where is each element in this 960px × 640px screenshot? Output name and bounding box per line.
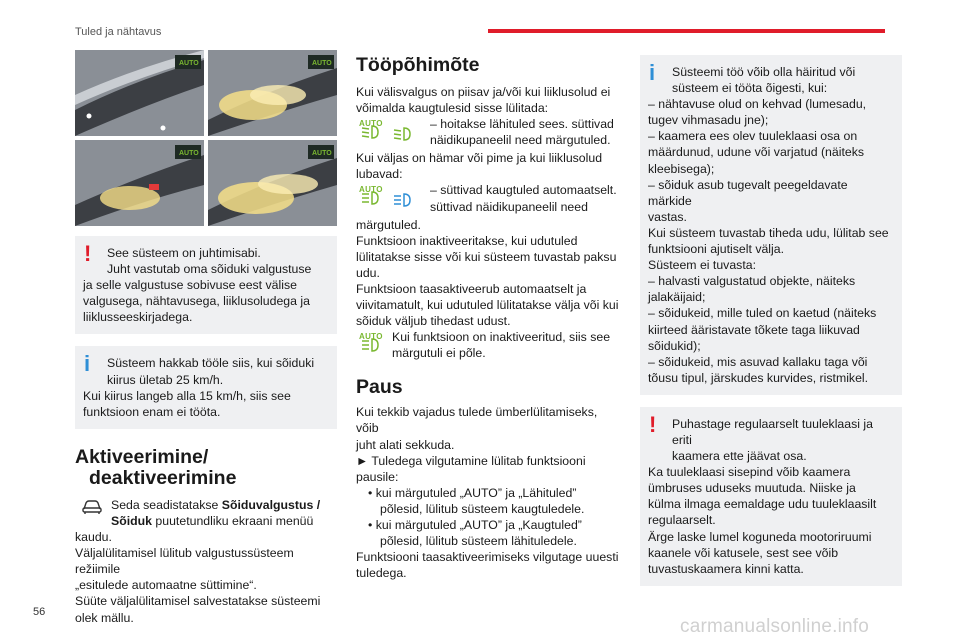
header-accent-bar (488, 29, 885, 33)
illustration-high-beam-clear (208, 140, 337, 226)
svg-text:AUTO: AUTO (179, 60, 199, 67)
low-beam-icon (389, 124, 419, 146)
car-settings-icon (75, 497, 111, 519)
info-icon: i (84, 351, 91, 377)
high-beam-icon (389, 190, 419, 212)
info-icon: i (649, 60, 656, 85)
illustration-grid (75, 50, 337, 226)
list-item: • kui märgutuled „AUTO” ja „Kaugtuled” (368, 517, 582, 532)
illustration-low-beam-oncoming (75, 50, 204, 136)
warning-note-cleaning: ! Puhastage regulaarselt tuuleklaasi ja eriti kaamera ette jäävat osa. Ka tuuleklaasi sisepind võib kaamera ümbruses uduseks muutuda. Niiske ja külma ilmaga eemaldage udu tuuleklaasilt regulaarselt. Ärge laske lumel koguneda mootoriruumi kaanele või katusele, sest see võib tuvastuskaamera kinni katta. (640, 407, 902, 586)
svg-text:AUTO: AUTO (312, 60, 332, 67)
high-beam-indicator-row: AUTO – süttivad kaugtuled automaatselt. süttivad näidikupaneelil need (356, 182, 620, 216)
settings-instruction: Seda seadistatakse Sõiduvalgustus / Sõiduk puutetundliku ekraani menüü (75, 497, 337, 529)
page-number: 56 (33, 606, 46, 618)
auto-off-indicator-row: AUTO Kui funktsioon on inaktiveeritud, siis see märgutuli ei põle. (356, 329, 620, 363)
warning-exclamation-icon: ! (84, 241, 92, 266)
left-column: AUTO AUTO AUTO AUTO ! See süsteem on juhtimisabi. Juht vastutab oma sõiduki valgustuse ja selle valgustuse sobivuse eest välise valgusega, nähtavusega, liiklusoludega ja liiklusseeskirjadega. i Süsteem hakkab tööle siis, kui sõiduki kiirus ületab 25 km/h. Kui kiirus langeb alla 15 km/h, siis see funktsioon enam ei tööta. Aktiveerimine/ deaktiveerimine Seda seadistatakse Sõiduvalgustus / Sõiduk puutetundliku ekraani menüü kaudu. Väljalülitamisel lülitub valgustussüsteem režiimile „esitulede automaatne süttimine“. Süüte väljalülitamisel salvestatakse süsteemi olek mällu. (75, 50, 337, 626)
running-header: Tuled ja nähtavus (75, 26, 162, 38)
svg-text:AUTO: AUTO (179, 150, 199, 157)
watermark: carmanualsonline.info (680, 616, 870, 637)
section-heading-pause: Paus (356, 376, 403, 399)
illustration-low-beam-following (75, 140, 204, 226)
svg-text:AUTO: AUTO (312, 150, 332, 157)
low-beam-indicator-row: AUTO – hoitakse lähituled sees. süttivad näidikupaneelil need märgutuled. (356, 116, 620, 150)
info-note-speed: i Süsteem hakkab tööle siis, kui sõiduki kiirus ületab 25 km/h. Kui kiirus langeb alla 15 km/h, siis see funktsioon enam ei tööta. (75, 346, 337, 428)
auto-beam-off-icon: AUTO (356, 329, 386, 359)
middle-column: Tööpõhimõte Kui välisvalgus on piisav ja/või kui liiklusolud ei võimalda kaugtulesid sisse lülitada: AUTO – hoitakse lähituled sees. süttivad näidikupaneelil need märgutuled. Kui väljas on hämar või pime ja kui liiklusolud lubavad: AUTO – süttivad kaugtuled automaatselt. süttivad näidikupaneelil need märgutuled. Funktsioon inaktiveeritakse, kui udutuled lülitatakse sisse või kui süsteem tuvastab paksu udu. Funktsioon taasaktiveerub automaatselt ja viivitamatult, kui udutuled lülitatakse välja või kui sõiduk väljub tihedast udust. AUTO Kui funktsioon on inaktiveeritud, siis see märgutuli ei põle. Paus Kui tekkib vajadus tulede ümberlülitamiseks, võib juht alati sekkuda. ► Tuledega vilgutamine lülitab funktsiooni pausile: • kui märgutuled „AUTO” ja „Lähituled” põlesid, lülitub süsteem kaugtuledele. • kui märgutuled „AUTO” ja „Kaugtuled” põlesid, lülitub süsteem lähituledele. Funktsiooni taasaktiveerimiseks vilgutage uuesti tuledega. (356, 54, 619, 581)
list-item: • kui märgutuled „AUTO” ja „Lähituled” (368, 485, 577, 500)
illustration-high-beam-empty-road (208, 50, 337, 136)
right-column (640, 55, 902, 586)
info-note-limitations: i Süsteemi töö võib olla häiritud või süsteem ei tööta õigesti, kui: – nähtavuse olud on kehvad (lumesadu, tugev vihmasadu jne); – kaamera ees olev tuuleklaasi osa on määrdunud, udune või varjatud (näiteks kleebisega); – sõiduk asub tugevalt peegeldavate märkide vastas. Kui süsteem tuvastab tiheda udu, lülitab see funktsiooni ajutiselt välja. Süsteem ei tuvasta: – halvasti valgustatud objekte, näiteks jalakäijaid; – sõidukeid, mille tuled on kaetud (näiteks kiirteed ääristavate tõkete taga liikuvad sõidukid); – sõidukeid, mis asuvad kallaku taga või tõusu tipul, järskudes kurvides, ristmikel. (640, 55, 902, 395)
auto-low-beam-icon: AUTO (356, 116, 386, 146)
auto-high-beam-icon: AUTO (356, 182, 386, 212)
warning-exclamation-icon: ! (649, 411, 657, 437)
section-heading-activation: Aktiveerimine/ deaktiveerimine (75, 445, 237, 489)
warning-note-driver-aid: ! See süsteem on juhtimisabi. Juht vastutab oma sõiduki valgustuse ja selle valgustuse sobivuse eest välise valgusega, nähtavusega, liiklusoludega ja liiklusseeskirjadega. (75, 236, 337, 334)
section-heading-principle: Tööpõhimõte (356, 54, 480, 76)
